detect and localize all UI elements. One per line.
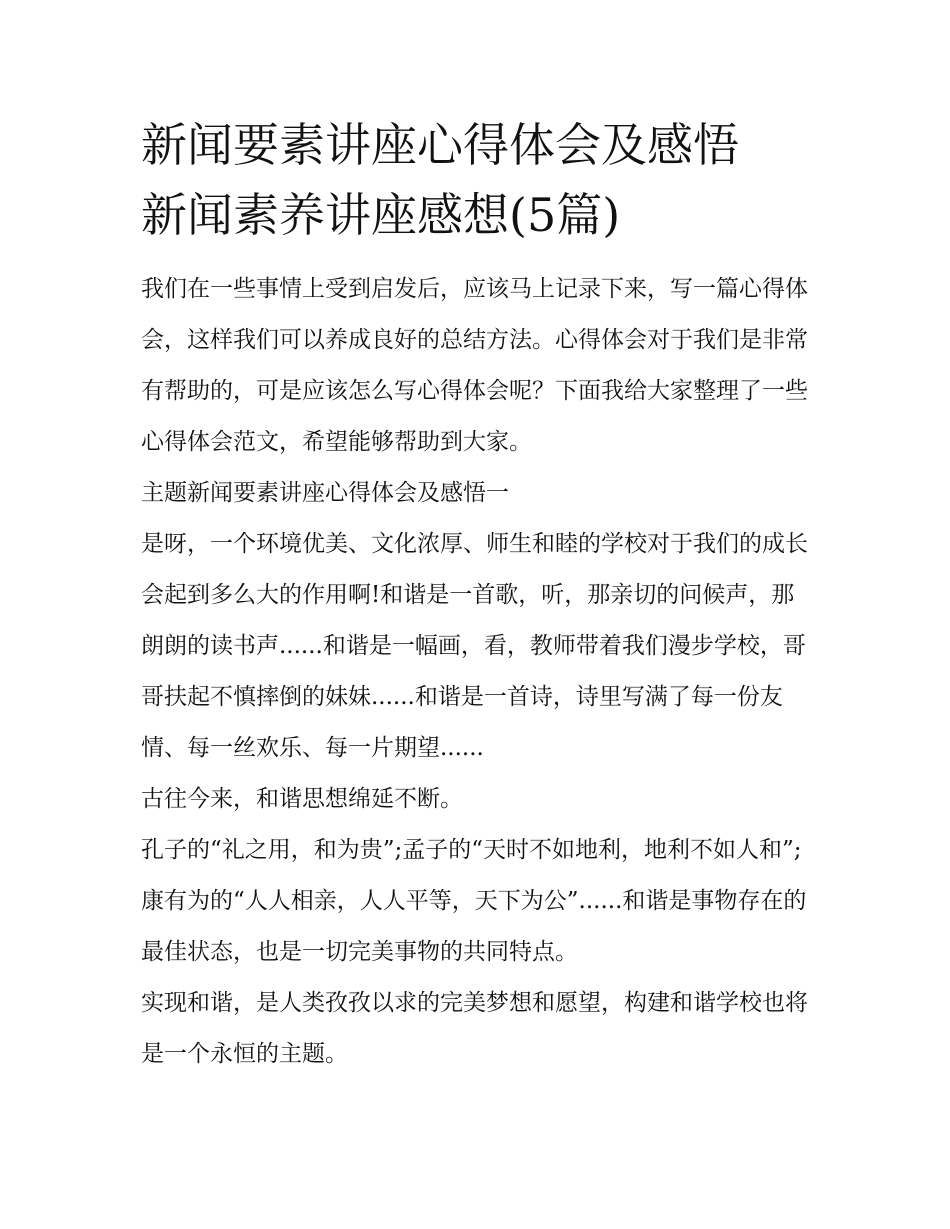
document-title bbox=[141, 110, 813, 250]
title-line-1: 新闻要素讲座心得体会及感悟 bbox=[141, 118, 739, 172]
document-body bbox=[141, 264, 813, 1080]
title-line-2: 新闻素养讲座感想(5篇) bbox=[141, 188, 621, 242]
document-page bbox=[141, 110, 813, 1080]
intro-paragraph: 我们在一些事情上受到启发后，应该马上记录下来，写一篇心得体会，这样我们可以养成良好的总结方法。心得体会对于我们是非常有帮助的，可是应该怎么写心得体会呢？下面我给大家整理了一些心得体会范文，希望能够帮助到大家。 bbox=[141, 276, 808, 455]
body-paragraph: 孔子的“礼之用，和为贵”;孟子的“天时不如地利，地利不如人和”;康有为的“人人相亲，人人平等，天下为公”......和谐是事物存在的最佳状态，也是一切完美事物的共同特点。 bbox=[141, 837, 807, 965]
section-heading: 主题新闻要素讲座心得体会及感悟一 bbox=[141, 480, 509, 506]
body-paragraph: 实现和谐，是人类孜孜以求的完美梦想和愿望，构建和谐学校也将是一个永恒的主题。 bbox=[141, 990, 808, 1067]
body-paragraph: 古往今来，和谐思想绵延不断。 bbox=[141, 786, 463, 812]
body-paragraph: 是呀，一个环境优美、文化浓厚、师生和睦的学校对于我们的成长会起到多么大的作用啊!和谐是一首歌，听，那亲切的问候声，那朗朗的读书声......和谐是一幅画，看，教师带着我们漫步学校，哥哥扶起不慎摔倒的妹妹......和谐是一首诗，诗里写满了每一份友情、每一丝欢乐、每一片期望...... bbox=[141, 531, 808, 761]
